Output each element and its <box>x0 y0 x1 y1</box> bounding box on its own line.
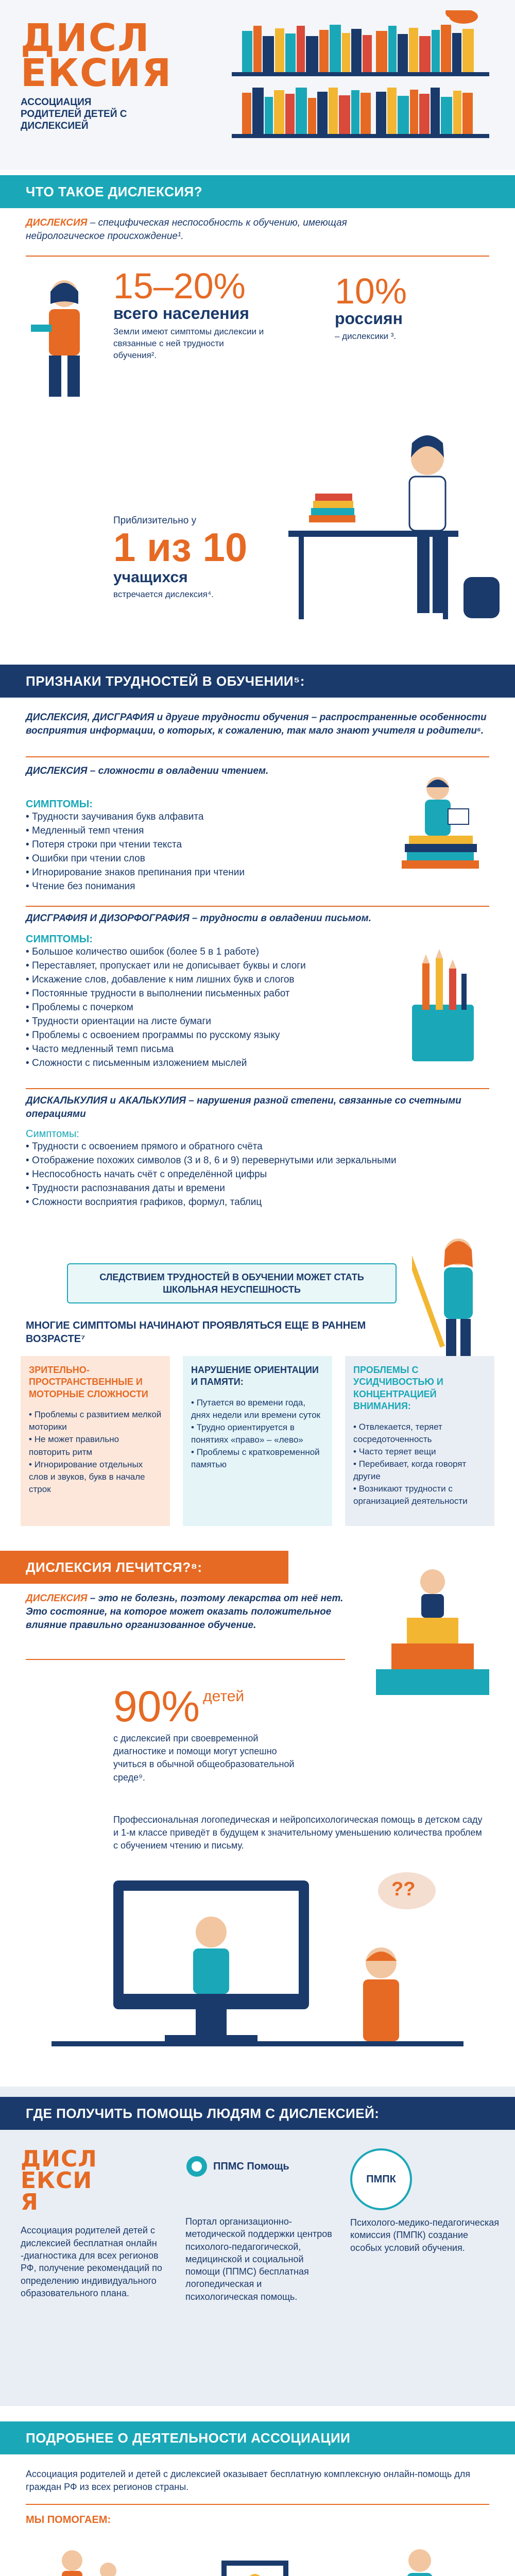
stat-russians <box>335 273 489 342</box>
list-item: • Проблемы с почерком <box>26 1001 376 1015</box>
dyslexia-definition <box>26 216 386 243</box>
list-item: • Путается во времени года, днях недели или времени суток <box>191 1397 324 1421</box>
column-list <box>191 1397 324 1471</box>
divider <box>26 1088 489 1089</box>
association-logo: ДИСЛЕКСИЯ <box>21 2146 97 2215</box>
stat-russians-label: россиян <box>335 309 403 328</box>
education-illustration <box>206 2540 304 2576</box>
list-item: • Проблемы с кратковременной памятью <box>191 1446 324 1471</box>
section-title: ГДЕ ПОЛУЧИТЬ ПОМОЩЬ ЛЮДЯМ С ДИСЛЕКСИЕЙ: <box>26 2105 380 2121</box>
list-item: • Трудности ориентации на листе бумаги <box>26 1015 376 1029</box>
column-title: ЗРИТЕЛЬНО-ПРОСТРАНСТВЕННЫЕ И МОТОРНЫЕ СЛОЖНОСТИ <box>29 1365 148 1399</box>
early-column-motor <box>21 1356 170 1526</box>
stat-percent-desc: с дислексией при своевременной диагностике и помощи могут успешно учиться в обычной общеобразовательной среде⁹. <box>113 1733 295 1783</box>
treatable-bottom: Профессиональная логопедическая и нейропсихологическая помощь в детском саду и 1-м классе приведёт в будущем к значительному уменьшению количества проблем с обучением чтению и письму. <box>113 1815 483 1851</box>
list-item: • Проблемы с освоением программы по русскому языку <box>26 1029 376 1043</box>
list-item: • Часто теряет вещи <box>353 1446 486 1458</box>
logo <box>21 16 191 132</box>
section-title: ПРИЗНАКИ ТРУДНОСТЕЙ В ОБУЧЕНИИ⁵: <box>26 673 305 689</box>
dyscalculia-symptoms <box>26 1128 397 1210</box>
stat-ninety-percent <box>113 1682 319 1784</box>
list-item: • Медленный темп чтения <box>26 824 355 838</box>
ppms-logo-icon <box>185 2155 208 2178</box>
early-column-attention <box>345 1356 494 1526</box>
list-item: • Чтение без понимания <box>26 880 355 894</box>
ppms-logo <box>185 2148 335 2184</box>
section-title: ЧТО ТАКОЕ ДИСЛЕКСИЯ? <box>26 183 203 199</box>
list-item: • Проблемы с развитием мелкой моторики <box>29 1409 162 1433</box>
dyslexia-heading: ДИСЛЕКСИЯ – сложности в овладении чтением. <box>26 766 269 776</box>
thought-bubble-text: ?? <box>391 1878 416 1900</box>
help-card-pmpk[interactable] <box>350 2148 500 2254</box>
list-item: • Трудно ориентируется в понятиях «право» – «лево» <box>191 1421 324 1446</box>
pmpk-logo-text: ПМПК <box>366 2173 396 2185</box>
stat-percent-number: 90% <box>113 1682 200 1731</box>
list-item: • Трудности распознавания даты и времени <box>26 1182 397 1196</box>
list-item: • Переставляет, пропускает или не дописывает буквы и слоги <box>26 959 376 973</box>
signs-intro: ДИСЛЕКСИЯ, ДИСГРАФИЯ и другие трудности обучения – распространенные особенности восприятия информации, о которых, к сожалению, так мало знают учителя и родители⁶. <box>26 712 487 737</box>
dyscalculia-symptom-list <box>26 1140 397 1210</box>
divider <box>26 906 489 907</box>
list-item: • Трудности заучивания букв алфавита <box>26 810 355 824</box>
section-title: ПОДРОБНЕЕ О ДЕЯТЕЛЬНОСТИ АССОЦИАЦИИ <box>26 2430 351 2446</box>
symptoms-label: СИМПТОМЫ: <box>26 934 93 945</box>
banner-text: СЛЕДСТВИЕМ ТРУДНОСТЕЙ В ОБУЧЕНИИ МОЖЕТ СТАТЬ ШКОЛЬНАЯ НЕУСПЕШНОСТЬ <box>99 1272 364 1295</box>
list-item: • Перебивает, когда говорят другие <box>353 1458 486 1483</box>
column-title: ПРОБЛЕМЫ С УСИДЧИВОСТЬЮ И КОНЦЕНТРАЦИЕЙ ВНИМАНИЯ: <box>353 1365 443 1412</box>
list-item: • Искажение слов, добавление к ним лишних букв и слогов <box>26 973 376 987</box>
divider <box>26 256 489 257</box>
student-desk-illustration <box>288 422 505 639</box>
early-column-memory <box>183 1356 332 1526</box>
stat-russians-desc: – дислексики ³. <box>335 331 397 341</box>
stat-population-number: 15–20% <box>113 266 246 306</box>
section-title: ДИСЛЕКСИЯ ЛЕЧИТСЯ?⁸: <box>26 1559 202 1575</box>
girl-illustration <box>21 273 108 402</box>
stat-students-desc: встречается дислексия⁴. <box>113 589 214 599</box>
ppms-logo-text: ППМС Помощь <box>213 2160 289 2172</box>
stat-percent-word: детей <box>203 1688 245 1705</box>
intro-term: ДИСЛЕКСИЯ <box>26 1593 88 1604</box>
column-title: НАРУШЕНИЕ ОРИЕНТАЦИИ И ПАМЯТИ: <box>191 1365 319 1387</box>
dyslexia-symptom-list <box>26 810 355 894</box>
list-item: • Возникают трудности с организацией деятельности <box>353 1483 486 1507</box>
list-item: • Потеря строки при чтении текста <box>26 838 355 852</box>
help-card-ppms[interactable] <box>185 2148 335 2303</box>
pmpk-logo <box>350 2148 412 2210</box>
card-text: Ассоциация родителей детей с дислексией бесплатная онлайн -диагностика для всех регионов РФ, получение рекомендаций по определению индивидуального образовательного плана. <box>21 2225 162 2298</box>
stat-students-label: учащихся <box>113 568 188 586</box>
stat-population-label: всего населения <box>113 304 249 323</box>
list-item: • Игнорирование знаков препинания при чтении <box>26 866 355 880</box>
list-item: • Ошибки при чтении слов <box>26 852 355 866</box>
child-climbing-illustration <box>360 1546 505 1710</box>
early-symptoms-heading: МНОГИЕ СИМПТОМЫ НАЧИНАЮТ ПРОЯВЛЯТЬСЯ ЕЩЕ В РАННЕМ ВОЗРАСТЕ⁷ <box>26 1320 366 1345</box>
list-item: • Сложности с письменным изложением мыслей <box>26 1057 376 1071</box>
help-label: МЫ ПОМОГАЕМ: <box>26 2514 111 2526</box>
symptoms-label: Симптомы: <box>26 1128 79 1140</box>
dysgraphia-symptoms <box>26 934 376 1071</box>
stat-students-number: 1 из 10 <box>113 524 248 570</box>
specialists-illustration <box>371 2540 469 2576</box>
family-illustration <box>41 2540 139 2576</box>
list-item: • Отвлекается, теряет сосредоточенность <box>353 1421 486 1446</box>
bookshelf-illustration <box>221 10 500 165</box>
dyslexia-symptoms <box>26 799 355 894</box>
section-where-help-title <box>0 2097 515 2130</box>
dysgraphia-symptom-list <box>26 945 376 1071</box>
org-name: АССОЦИАЦИЯ РОДИТЕЛЕЙ ДЕТЕЙ С ДИСЛЕКСИЕЙ <box>21 97 127 131</box>
treatable-intro <box>26 1592 345 1633</box>
list-item: • Часто медленный темп письма <box>26 1043 376 1057</box>
list-item: • Не может правильно повторить ритм <box>29 1433 162 1458</box>
stat-students <box>113 515 268 600</box>
stat-russians-number: 10% <box>335 271 407 311</box>
column-list <box>353 1421 486 1508</box>
reading-person-illustration <box>371 757 500 891</box>
pencils-illustration <box>391 948 494 1066</box>
dysgraphia-heading: ДИСГРАФИЯ И ДИЗОРФОГРАФИЯ – трудности в овладении письмом. <box>26 913 371 924</box>
section-treatable-title <box>0 1551 288 1584</box>
list-item: • Сложности восприятия графиков, формул, таблиц <box>26 1196 397 1210</box>
help-card-association[interactable] <box>21 2148 170 2299</box>
list-item: • Отображение похожих символов (3 и 8, 6 и 9) перевернутыми или зеркальными <box>26 1154 397 1168</box>
stat-population-desc: Земли имеют симптомы дислексии и связанные с ней трудности обучения². <box>113 327 264 360</box>
section-signs-title <box>0 665 515 698</box>
header <box>0 0 515 170</box>
divider <box>26 1659 345 1660</box>
list-item: • Трудности с освоением прямого и обратного счёта <box>26 1140 397 1154</box>
section-about-title <box>0 2421 515 2454</box>
list-item: • Неспособность начать счёт с определённой цифры <box>26 1168 397 1182</box>
column-list <box>29 1409 162 1496</box>
about-intro: Ассоциация родителей и детей с дислексией оказывает бесплатную комплексную онлайн-помощь для граждан РФ из всех регионов страны. <box>26 2469 471 2492</box>
school-failure-banner <box>67 1263 397 1303</box>
card-text: Психолого-медико-педагогическая комиссия (ПМПК) создание особых условий обучения. <box>350 2217 500 2253</box>
list-item: • Постоянные трудности в выполнении письменных работ <box>26 987 376 1001</box>
list-item: • Большое количество ошибок (более 5 в 1 работе) <box>26 945 376 959</box>
intro-text: – это не болезнь, поэтому лекарства от неё нет. Это состояние, на которое может оказать положительное влияние правильно организованное обучение. <box>26 1593 344 1631</box>
section-what-is-dyslexia-title <box>0 175 515 208</box>
card-text: Портал организационно-методической поддержки центров психолого-педагогической, медицинской и социальной помощи (ППМС) бесплатная логопедическая и психологическая помощь. <box>185 2216 332 2302</box>
list-item: • Игнорирование отдельных слов и звуков, букв в начале строк <box>29 1459 162 1496</box>
divider <box>26 2504 489 2505</box>
logo-text: ДИСЛЕКСИЯ <box>21 16 173 96</box>
dyscalculia-heading: ДИСКАЛЬКУЛИЯ и АКАЛЬКУЛИЯ – нарушения разной степени, связанные со счетными операциями <box>26 1095 461 1120</box>
stat-population <box>113 268 299 362</box>
stat-students-pre: Приблизительно у <box>113 515 197 526</box>
definition-term: ДИСЛЕКСИЯ <box>26 217 88 228</box>
definition-text: – специфическая неспособность к обучению, имеющая нейрологическое происхождение¹. <box>26 217 347 242</box>
symptoms-label: СИМПТОМЫ: <box>26 799 93 810</box>
